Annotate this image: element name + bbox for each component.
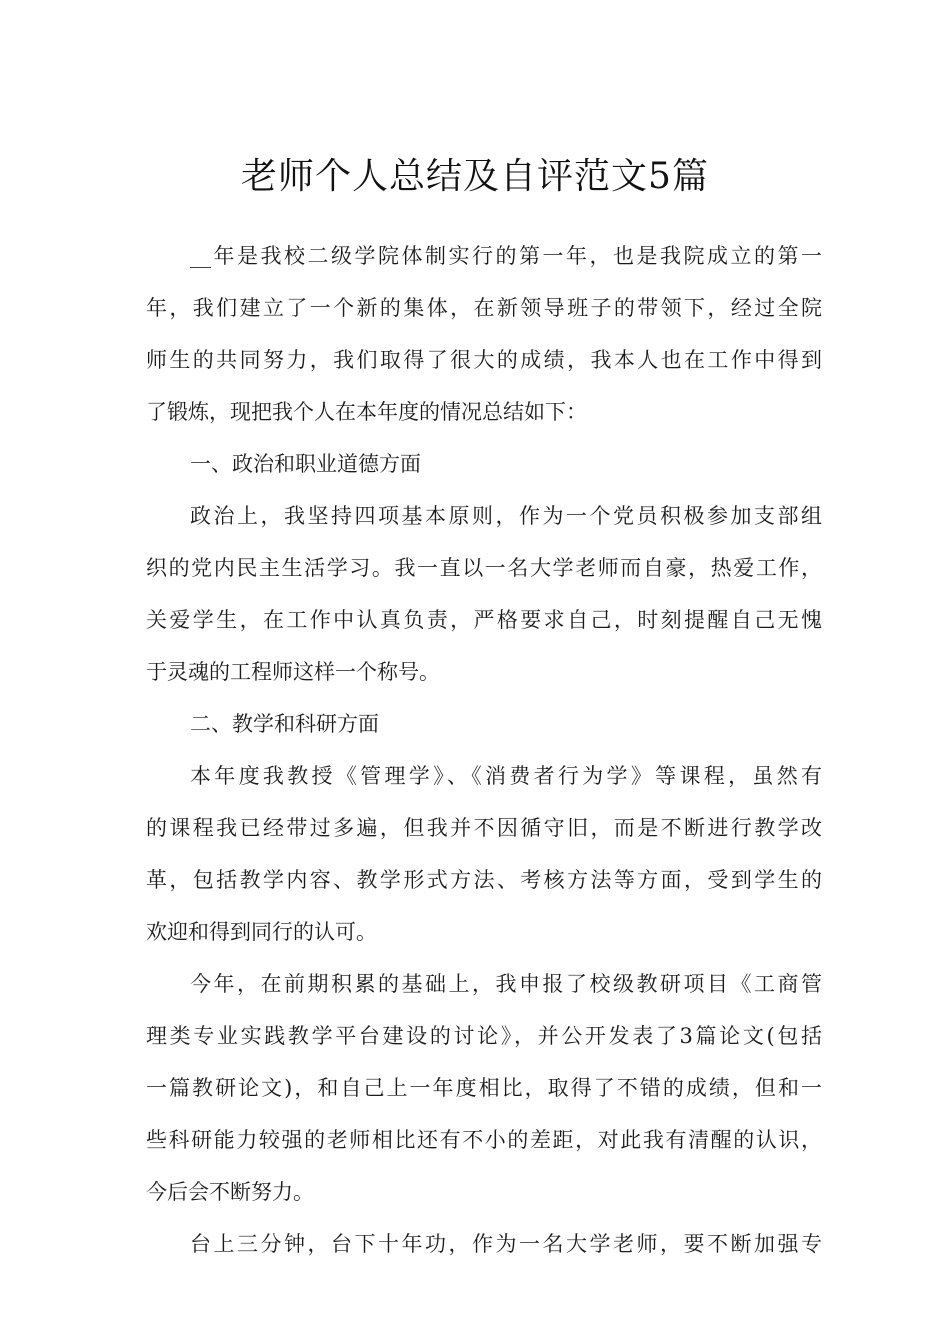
text-line: 些科研能力较强的老师相比还有不小的差距，对此我有清醒的认识，	[146, 1128, 822, 1152]
text-line: 关爱学生，在工作中认真负责，严格要求自己，时刻提醒自己无愧	[146, 608, 822, 632]
text-line: 二、教学和科研方面	[190, 712, 379, 736]
text-line: 织的党内民主生活学习。我一直以一名大学老师而自豪，热爱工作，	[146, 556, 822, 580]
text-line: 台上三分钟，台下十年功，作为一名大学老师，要不断加强专	[190, 1232, 822, 1256]
text-line: 今后会不断努力。	[146, 1180, 314, 1204]
text-line: 师生的共同努力，我们取得了很大的成绩，我本人也在工作中得到	[146, 348, 822, 372]
text-line: __年是我校二级学院体制实行的第一年，也是我院成立的第一	[190, 244, 822, 268]
text-line: 革，包括教学内容、教学形式方法、考核方法等方面，受到学生的	[146, 868, 822, 892]
text-line: 今年，在前期积累的基础上，我申报了校级教研项目《工商管	[190, 972, 822, 996]
text-line: 理类专业实践教学平台建设的讨论》，并公开发表了3篇论文(包括	[146, 1024, 822, 1048]
text-line: 的课程我已经带过多遍，但我并不因循守旧，而是不断进行教学改	[146, 816, 822, 840]
document-body	[146, 230, 822, 1270]
text-line: 本年度我教授《管理学》、《消费者行为学》等课程，虽然有	[190, 764, 822, 788]
text-line: 政治上，我坚持四项基本原则，作为一个党员积极参加支部组	[190, 504, 822, 528]
text-line: 欢迎和得到同行的认可。	[146, 920, 377, 944]
text-line: 一篇教研论文)，和自己上一年度相比，取得了不错的成绩，但和一	[146, 1076, 822, 1100]
text-line: 年，我们建立了一个新的集体，在新领导班子的带领下，经过全院	[146, 296, 822, 320]
text-line: 了锻炼，现把我个人在本年度的情况总结如下：	[146, 400, 587, 424]
text-line: 一、政治和职业道德方面	[190, 452, 421, 476]
document-title: 老师个人总结及自评范文5篇	[241, 156, 709, 198]
text-line: 于灵魂的工程师这样一个称号。	[146, 660, 440, 684]
